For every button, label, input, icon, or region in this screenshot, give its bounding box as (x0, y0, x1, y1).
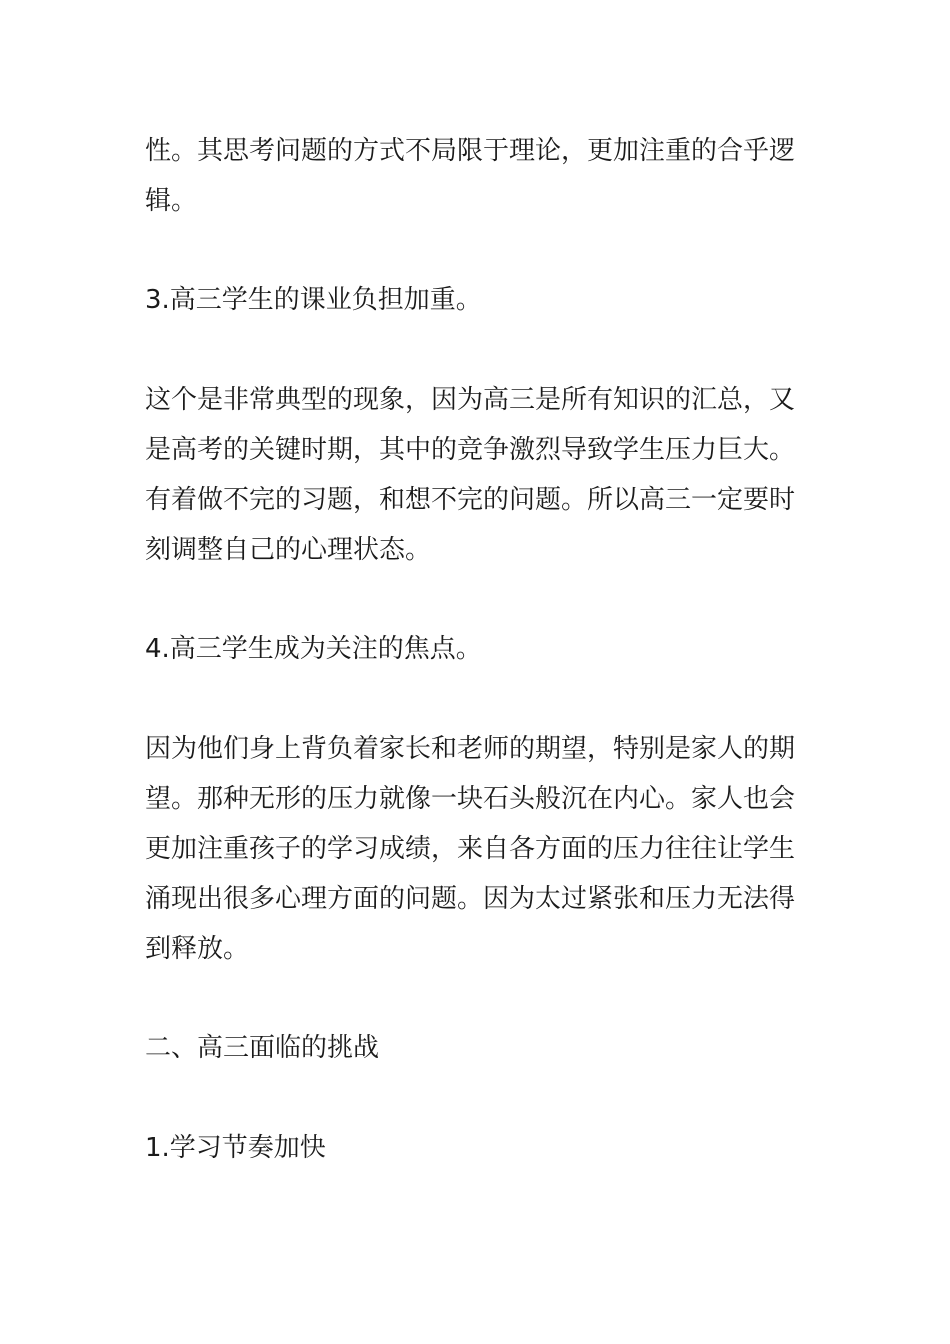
paragraph-line: 辑。 (145, 186, 198, 216)
paragraph-line: 这个是非常典型的现象，因为高三是所有知识的汇总，又 (145, 385, 796, 415)
paragraph-line: 有着做不完的习题，和想不完的问题。所以高三一定要时 (145, 485, 796, 515)
section-heading: 1.学习节奏加快 (145, 1133, 326, 1163)
section-heading: 3.高三学生的课业负担加重。 (145, 285, 482, 315)
paragraph-line: 性。其思考问题的方式不局限于理论，更加注重的合乎逻 (145, 136, 796, 166)
paragraph-line: 因为他们身上背负着家长和老师的期望，特别是家人的期 (145, 734, 796, 764)
paragraph-line: 更加注重孩子的学习成绩，来自各方面的压力往往让学生 (145, 834, 796, 864)
section-heading: 4.高三学生成为关注的焦点。 (145, 634, 482, 664)
paragraph-line: 刻调整自己的心理状态。 (145, 535, 432, 565)
paragraph-line: 是高考的关键时期，其中的竞争激烈导致学生压力巨大。 (145, 435, 796, 465)
chapter-heading: 二、高三面临的挑战 (145, 1033, 380, 1063)
paragraph-line: 涌现出很多心理方面的问题。因为太过紧张和压力无法得 (145, 884, 796, 914)
paragraph-line: 到释放。 (145, 934, 250, 964)
paragraph-line: 望。那种无形的压力就像一块石头般沉在内心。家人也会 (145, 784, 796, 814)
